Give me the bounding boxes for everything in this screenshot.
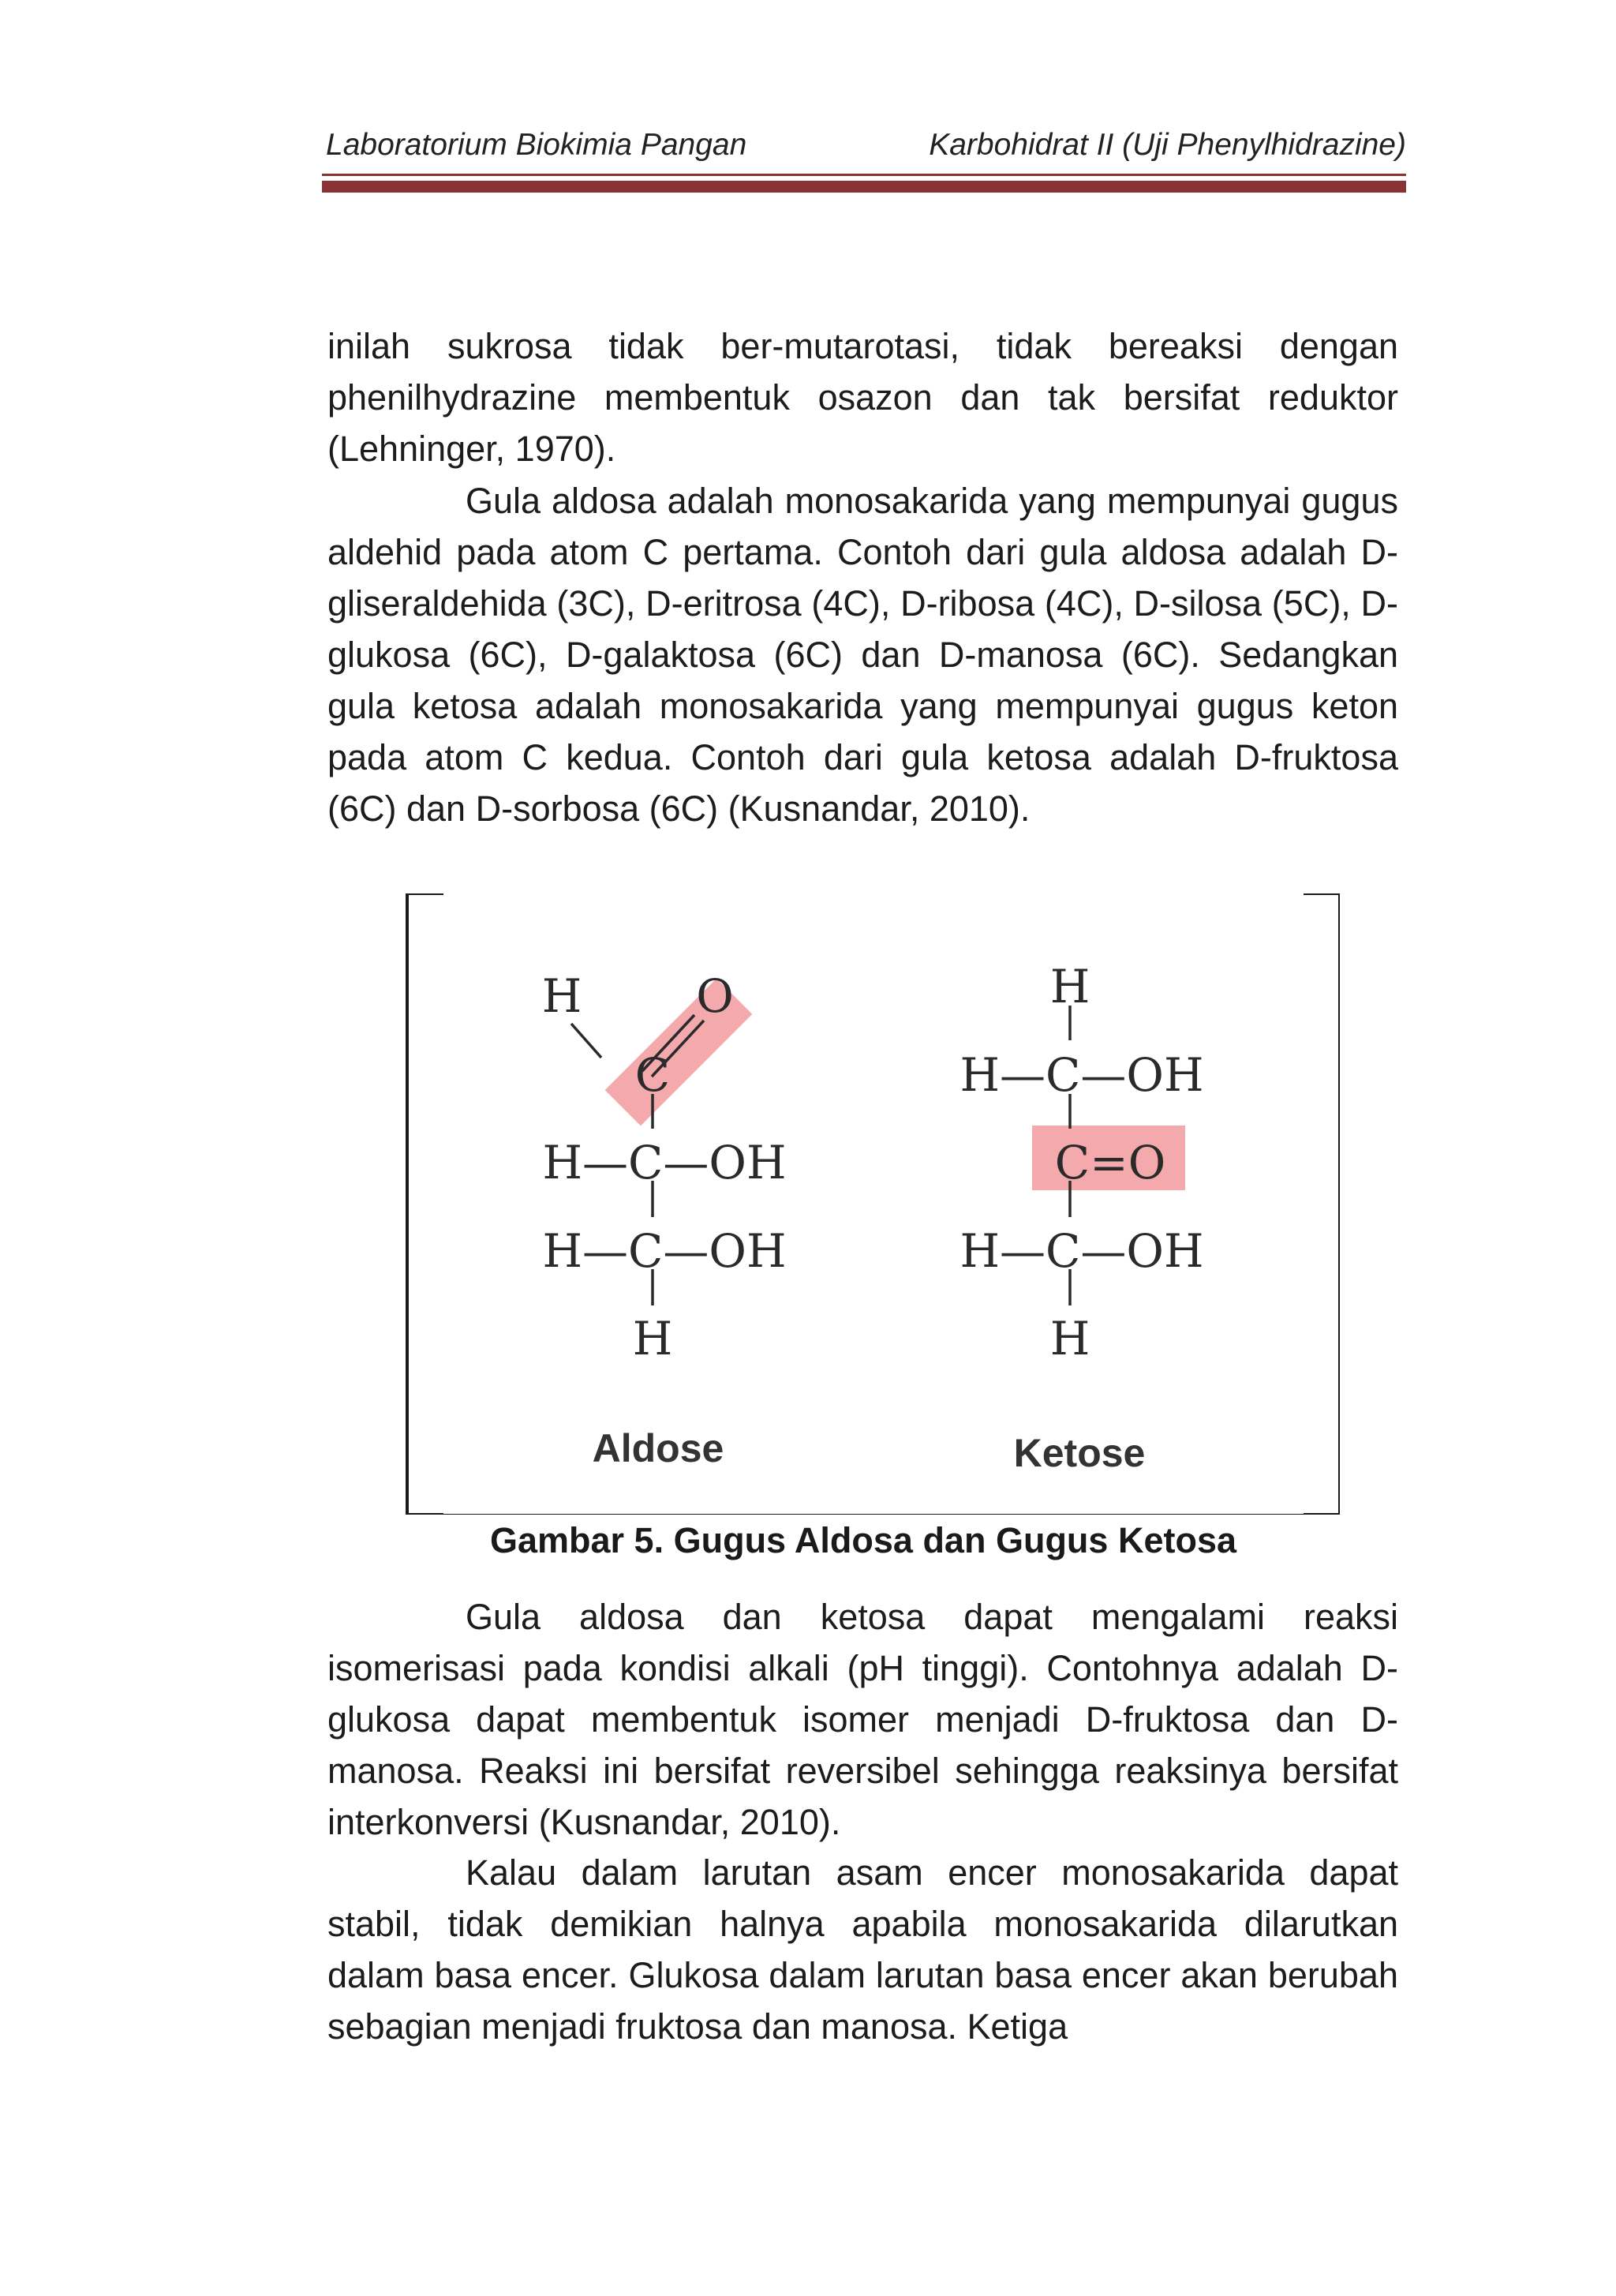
aldose-label: Aldose [592,1426,724,1470]
paragraph-aldosa-ketosa: Gula aldosa adalah monosakarida yang mempunyai gugus aldehid pada atom C pertama. Contoh dari gula aldosa adalah D-gliseraldehida (3C), D-eritrosa (4C), D-ribosa (4C), D-silosa (5C), D-glukosa (6C), D-galaktosa (6C) dan D-manosa (6C). Sedangkan gula ketosa adalah monosakarida yang mempunyai gugus keton pada atom C kedua. Contoh dari gula ketosa adalah D-fruktosa (6C) dan D-sorbosa (6C) (Kusnandar, 2010). [327,481,1398,829]
header-left-title: Laboratorium Biokimia Pangan [326,128,747,162]
ketose-top-h: H [1049,960,1090,1013]
paragraph-basa-encer: Kalau dalam larutan asam encer monosakarida dapat stabil, tidak demikian halnya apabila monosakarida dilarutkan dalam basa encer. Glukosa dalam larutan basa encer akan berubah sebagian menjadi fruktosa dan manosa. Ketiga [327,1852,1398,2047]
paragraph-continuation: inilah sukrosa tidak ber-mutarotasi, tidak bereaksi dengan phenilhydrazine membentuk osazon dan tak bersifat reduktor (Lehninger, 1970). [327,326,1398,469]
header-right-title: Karbohidrat II (Uji Phenylhidrazine) [929,128,1406,162]
aldose-row-2: H—C—OH [542,1224,787,1278]
aldose-atoms [542,969,787,1365]
header-rule-thin [322,174,1406,176]
figure-aldose-ketose [406,893,1340,1515]
figure-caption: Gambar 5. Gugus Aldosa dan Gugus Ketosa [489,1520,1236,1560]
ketose-row-1: H—C—OH [960,1048,1204,1102]
aldose-carbonyl-c: C [634,1048,671,1102]
aldose-row-1: H—C—OH [542,1136,787,1189]
ketose-label: Ketose [1013,1431,1146,1475]
ketose-carbonyl: C=O [1054,1136,1166,1189]
aldose-bottom-h: H [632,1312,673,1365]
aldose-top-h: H [541,969,582,1023]
ketose-bottom-h: H [1049,1312,1090,1365]
header-rule-thick [322,181,1406,193]
paragraph-isomerisasi: Gula aldosa dan ketosa dapat mengalami reaksi isomerisasi pada kondisi alkali (pH tinggi). Contohnya adalah D-glukosa dapat membentuk isomer menjadi D-fruktosa dan D-manosa. Reaksi ini bersifat reversibel sehingga reaksinya bersifat interkonversi (Kusnandar, 2010). [327,1597,1398,1842]
structure-diagram [406,893,1340,1515]
aldose-top-o: O [696,969,734,1023]
ketose-row-3: H—C—OH [960,1224,1204,1278]
